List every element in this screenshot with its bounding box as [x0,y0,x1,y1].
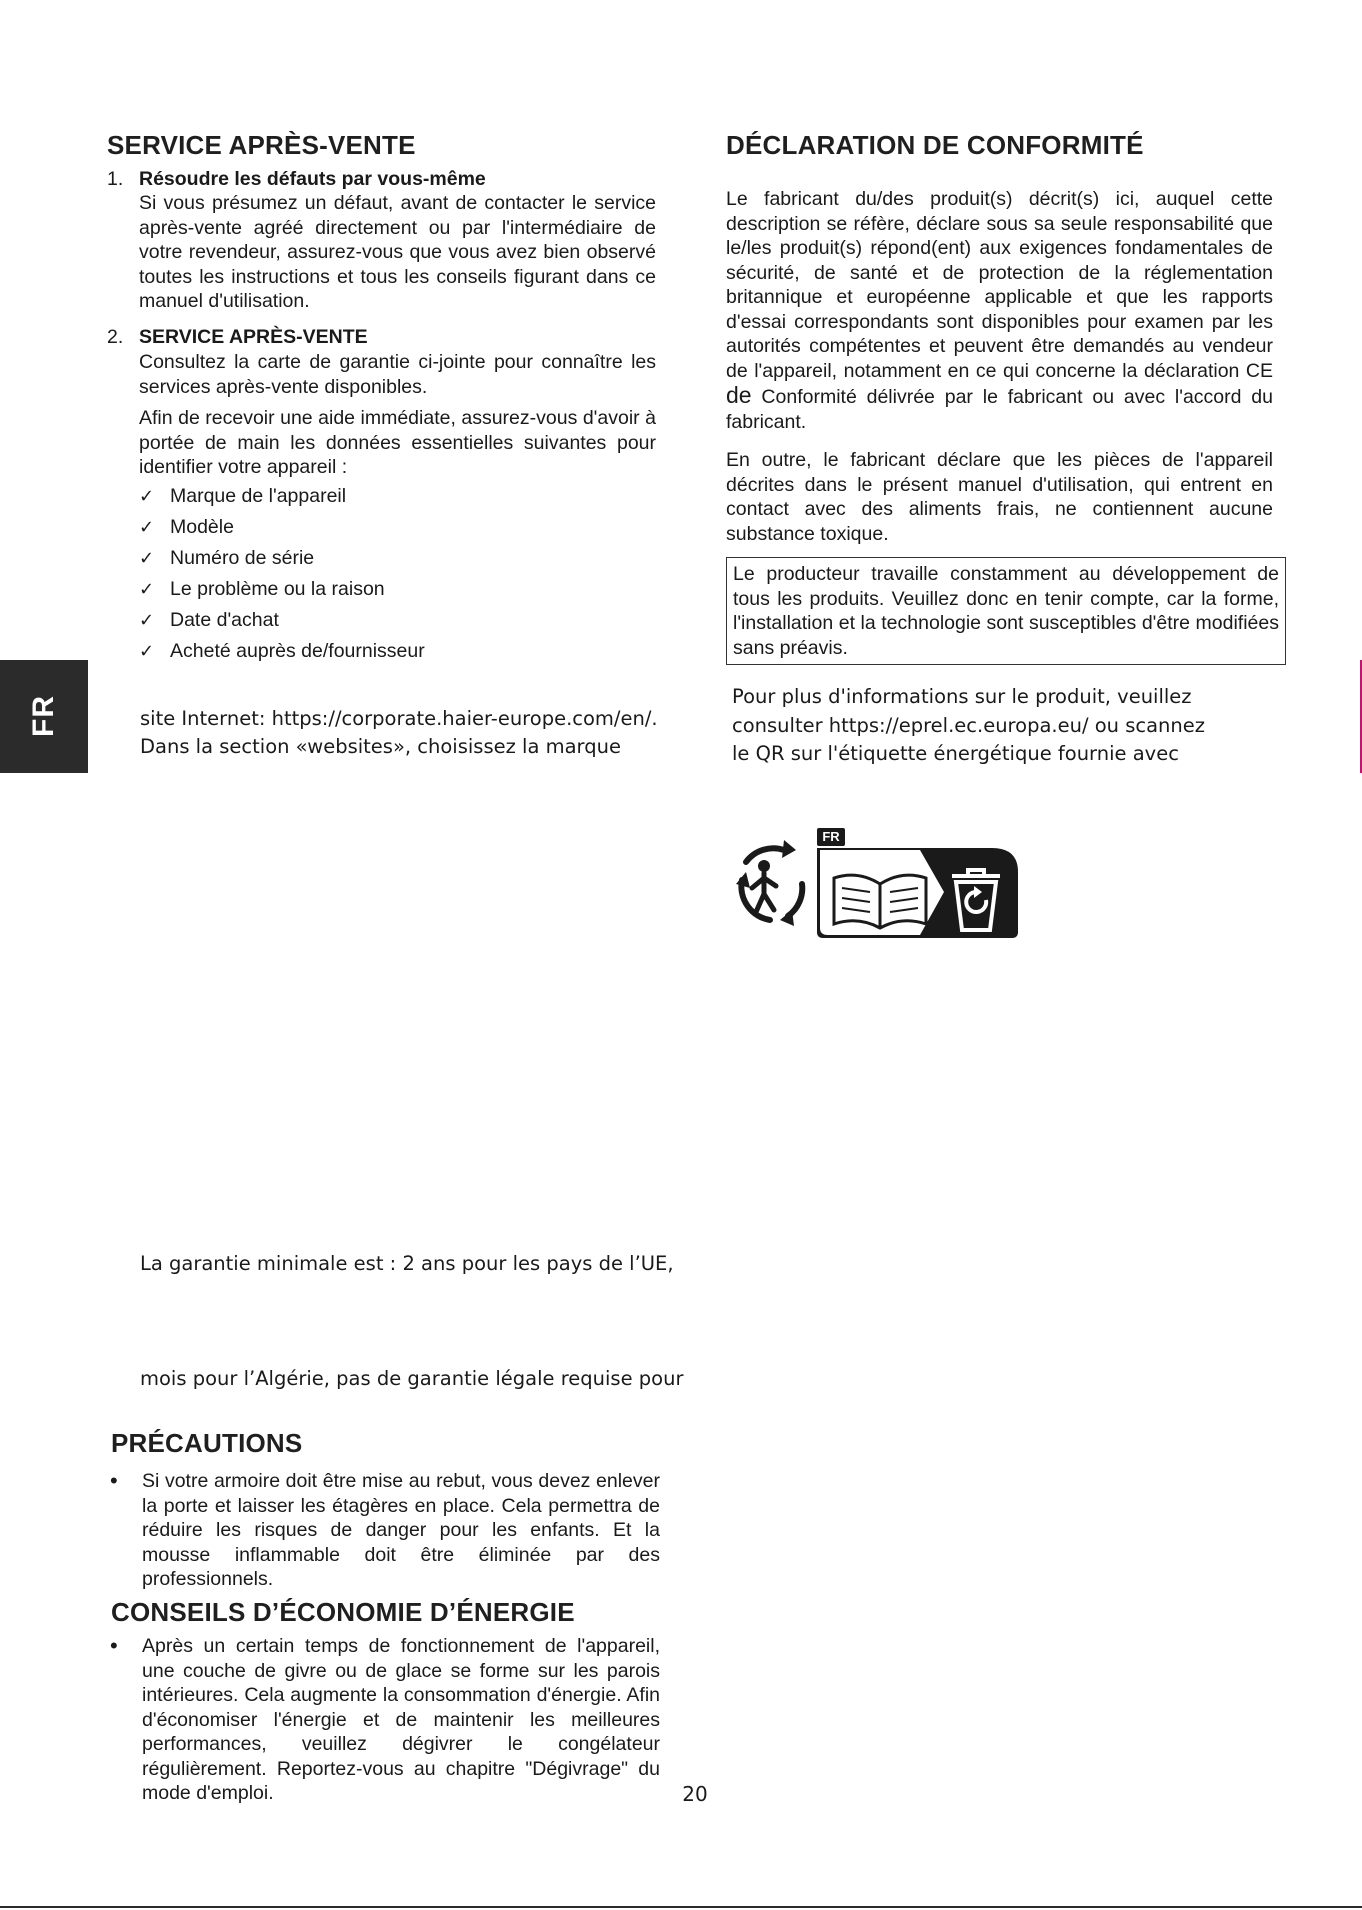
language-tab [0,660,88,773]
info-line-3: le QR sur l'étiquette énergétique fournie avec [732,742,1179,765]
checkmark-icon: ✓ [139,548,155,569]
item2-text2: Afin de recevoir une aide immédiate, assurez-vous d'avoir à portée de main les données essentielles suivantes pour identifier votre appareil : [139,407,656,478]
notice-text: Le producteur travaille constamment au développement de tous les produits. Veuillez donc en tenir compte, car la forme, l'installation et la technologie sont susceptibles d'être modifiées sans préavis. [733,563,1279,659]
checkmark-icon: ✓ [139,641,155,662]
triman-symbol-icon [730,828,1022,940]
checklist-item: ✓ Marque de l'appareil [139,481,656,512]
triman-tag: FR [822,829,840,844]
item2-text1: Consultez la carte de garantie ci-jointe pour connaître les services après-vente disponibles. [139,351,656,398]
declaration-title: DÉCLARATION DE CONFORMITÉ [726,130,1144,160]
checkmark-icon: ✓ [139,517,155,538]
triman-recycling-logo [730,828,1022,940]
checklist-item: ✓ Le problème ou la raison [139,574,656,605]
checklist-item: ✓ Numéro de série [139,543,656,574]
website-line-1: site Internet: https://corporate.haier-europe.com/en/. [140,707,658,730]
footer-rule [0,1906,1362,1908]
notice-box [726,557,1286,665]
precautions-bullet: • [110,1468,118,1493]
service-title: SERVICE APRÈS-VENTE [107,130,416,160]
item2-heading: SERVICE APRÈS-VENTE [139,326,368,348]
precautions-title: PRÉCAUTIONS [111,1428,303,1458]
item2-number: 2. [107,326,124,348]
website-line-2: Dans la section «websites», choisissez la marque [140,735,621,758]
language-tab-label: FR [27,695,60,737]
info-line-2: consulter https://eprel.ec.europa.eu/ ou scannez [732,714,1205,737]
warranty-line-1: La garantie minimale est : 2 ans pour les pays de l’UE, [140,1252,674,1275]
declaration-paragraph-1: Le fabricant du/des produit(s) décrit(s) ici, auquel cette description se réfère, déclare sous sa seule responsabilité que le/les produit(s) répond(ent) aux exigences fondamentales de sécurité, de santé et de protection de la réglementation britannique et européenne applicable et que les rapports d'essai correspondants sont disponibles pour examen par les autorités compétentes et peuvent être demandés au vendeur de l'appareil, notamment en ce qui concerne la déclaration CE de Conformité délivrée par le fabricant ou avec l'accord du fabricant. [726,188,1273,433]
declaration-paragraph-2: En outre, le fabricant déclare que les pièces de l'appareil décrites dans le présent manuel d'utilisation, qui entrent en contact avec des aliments frais, ne contiennent aucune substance toxique. [726,449,1273,545]
energy-title: CONSEILS D’ÉCONOMIE D’ÉNERGIE [111,1597,575,1627]
item1-text: Si vous présumez un défaut, avant de contacter le service après-vente agréé directement ou par l'intermédiaire de votre revendeur, assurez-vous que vous avez bien observé toutes les instructions et tous les conseils figurant dans ce manuel d'utilisation. [139,192,656,312]
energy-bullet: • [110,1633,118,1658]
checklist-item: ✓ Date d'achat [139,605,656,636]
precautions-text: Si votre armoire doit être mise au rebut, vous devez enlever la porte et laisser les étagères en place. Cela permettra de réduire les risques de danger pour les enfants. Et la mousse inflammable doit être éliminée par des professionnels. [142,1470,660,1590]
page-number: 20 [682,1782,708,1806]
checkmark-icon: ✓ [139,610,155,631]
checklist-item: ✓ Modèle [139,512,656,543]
checkmark-icon: ✓ [139,486,155,507]
item1-number: 1. [107,168,124,190]
item1-heading: Résoudre les défauts par vous-même [139,168,486,190]
info-line-1: Pour plus d'informations sur le produit, veuillez [732,685,1192,708]
checklist-item: ✓ Acheté auprès de/fournisseur [139,636,656,667]
checkmark-icon: ✓ [139,579,155,600]
appliance-data-checklist [139,481,656,667]
warranty-line-2: mois pour l’Algérie, pas de garantie légale requise pour [140,1367,684,1390]
energy-text: Après un certain temps de fonctionnement de l'appareil, une couche de givre ou de glace se forme sur les parois intérieures. Cela augmente la consommation d'énergie. Afin d'économiser l'énergie et de maintenir les meilleures performances, veuillez dégivrer le congélateur régulièrement. Reportez-vous au chapitre "Dégivrage" du mode d'emploi. [142,1635,660,1804]
